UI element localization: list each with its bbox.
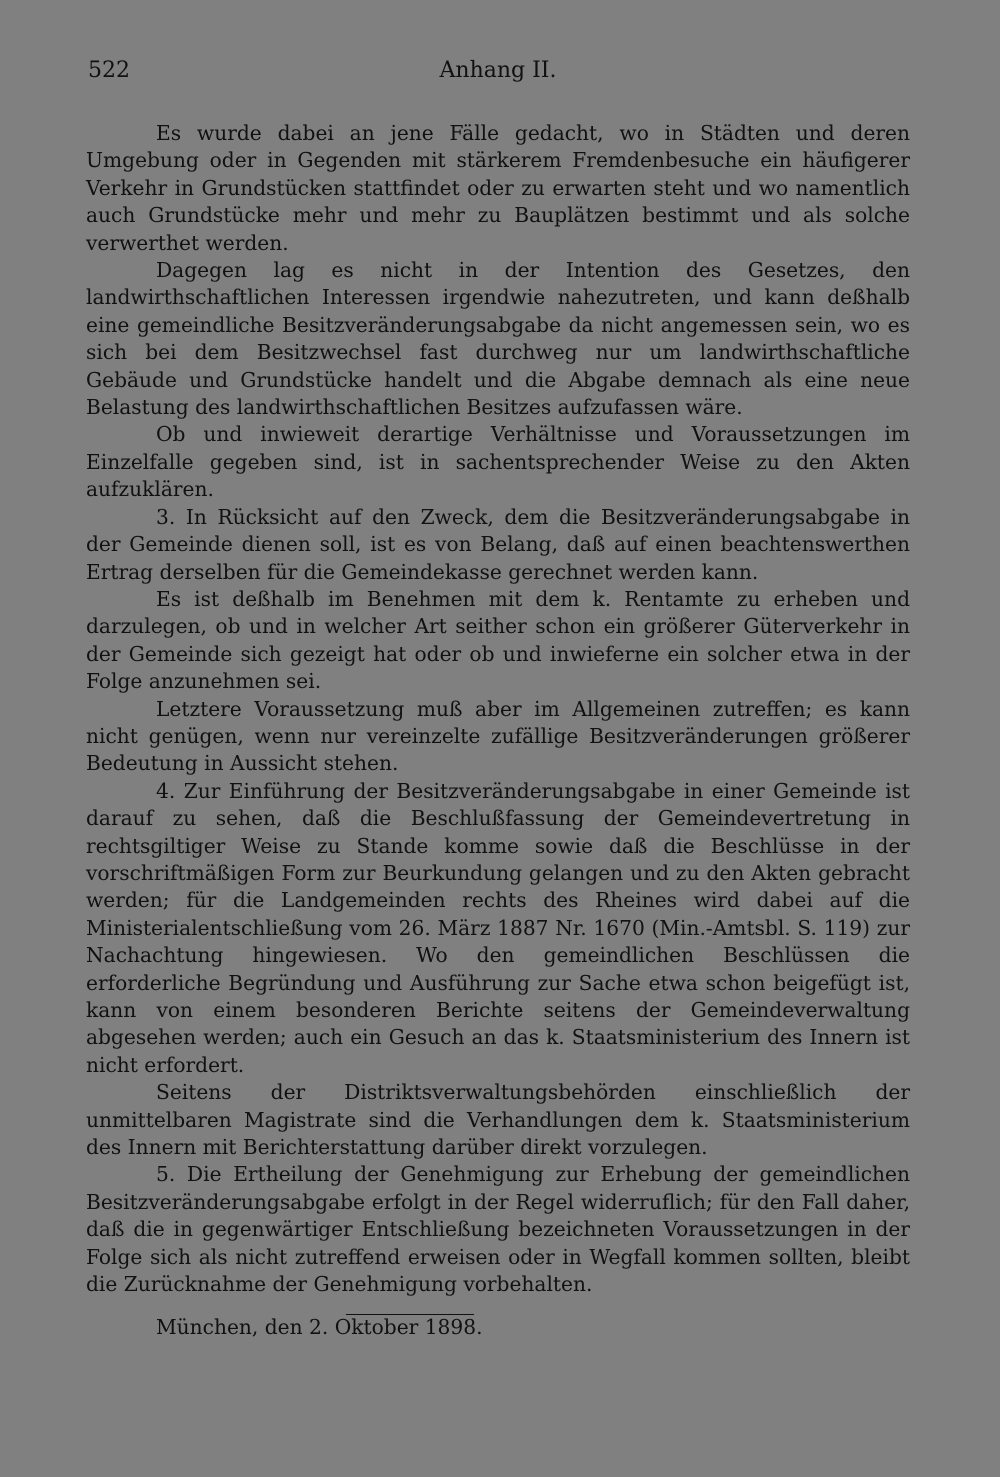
paragraph: Es ist deßhalb im Benehmen mit dem k. Rentamte zu erheben und darzulegen, ob und in welcher Art seither schon ein größerer Güterverkehr in der Gemeinde sich gezeigt hat oder ob und inwieferne ein solcher etwa in der Folge anzunehmen sei.	[86, 586, 910, 694]
running-title: Anhang II.	[439, 58, 557, 83]
paragraph: Ob und inwieweit derartige Verhältnisse und Voraussetzungen im Einzelfalle gegeben sind, ist in sachentsprechender Weise zu den Akten aufzuklären.	[86, 422, 910, 502]
page-header	[86, 58, 910, 92]
document-page	[86, 58, 910, 1342]
body-text	[86, 120, 910, 1298]
paragraph: Seitens der Distriktsverwaltungsbehörden einschließlich der unmittelbaren Magistrate sind die Verhandlungen dem k. Staatsministerium des Innern mit Berichterstattung darüber direkt vorzulegen.	[86, 1080, 910, 1160]
paragraph: Letztere Voraussetzung muß aber im Allgemeinen zutreffen; es kann nicht genügen, wenn nur vereinzelte zufällige Besitzveränderungen größerer Bedeutung in Aussicht stehen.	[86, 696, 910, 776]
paragraph: Es wurde dabei an jene Fälle gedacht, wo in Städten und deren Umgebung oder in Gegenden mit stärkerem Fremdenbesuche ein häufigerer Verkehr in Grundstücken stattfindet oder zu erwarten steht und wo namentlich auch Grundstücke mehr und mehr zu Bauplätzen bestimmt und als solche verwerthet werden.	[86, 121, 910, 255]
paragraph-section-4: 4. Zur Einführung der Besitzveränderungsabgabe in einer Gemeinde ist darauf zu sehen, daß die Beschlußfassung der Gemeindevertretung in rechtsgiltiger Weise zu Stande komme sowie daß die Beschlüsse in der vorschriftmäßigen Form zur Beurkundung gelangen und zu den Akten gebracht werden; für die Landgemeinden rechts des Rheines wird dabei auf die Ministerialentschließung vom 26. März 1887 Nr. 1670 (Min.-Amtsbl. S. 119) zur Nachachtung hingewiesen. Wo den gemeindlichen Beschlüssen die erforderliche Begründung und Ausführung zur Sache etwa schon beigefügt ist, kann von einem besonderen Berichte seitens der Gemeindeverwaltung abgesehen werden; auch ein Gesuch an das k. Staatsministerium des Innern ist nicht erfordert.	[86, 778, 910, 1077]
page-number: 522	[88, 58, 130, 83]
dateline: München, den 2. Oktober 1898.	[156, 1315, 483, 1340]
paragraph-section-5: 5. Die Ertheilung der Genehmigung zur Erhebung der gemeindlichen Besitzveränderungsabgabe erfolgt in der Regel widerruflich; für den Fall daher, daß die in gegenwärtiger Entschließung bezeichneten Voraussetzungen in der Folge sich als nicht zutreffend erweisen oder in Wegfall kommen sollten, bleibt die Zurücknahme der Genehmigung vorbehalten.	[86, 1162, 910, 1297]
paragraph-section-3: 3. In Rücksicht auf den Zweck, dem die Besitzveränderungsabgabe in der Gemeinde dienen soll, ist es von Belang, daß auf einen beachtenswerthen Ertrag derselben für die Gemeindekasse gerechnet werden kann.	[86, 504, 910, 584]
closing-rule	[346, 1314, 474, 1315]
paragraph: Dagegen lag es nicht in der Intention des Gesetzes, den landwirthschaftlichen Interessen irgendwie nahezutreten, und kann deßhalb eine gemeindliche Besitzveränderungsabgabe da nicht angemessen sein, wo es sich bei dem Besitzwechsel fast durchweg nur um landwirthschaftliche Gebäude und Grundstücke handelt und die Abgabe demnach als eine neue Belastung des landwirthschaftlichen Besitzes aufzufassen wäre.	[86, 258, 910, 420]
